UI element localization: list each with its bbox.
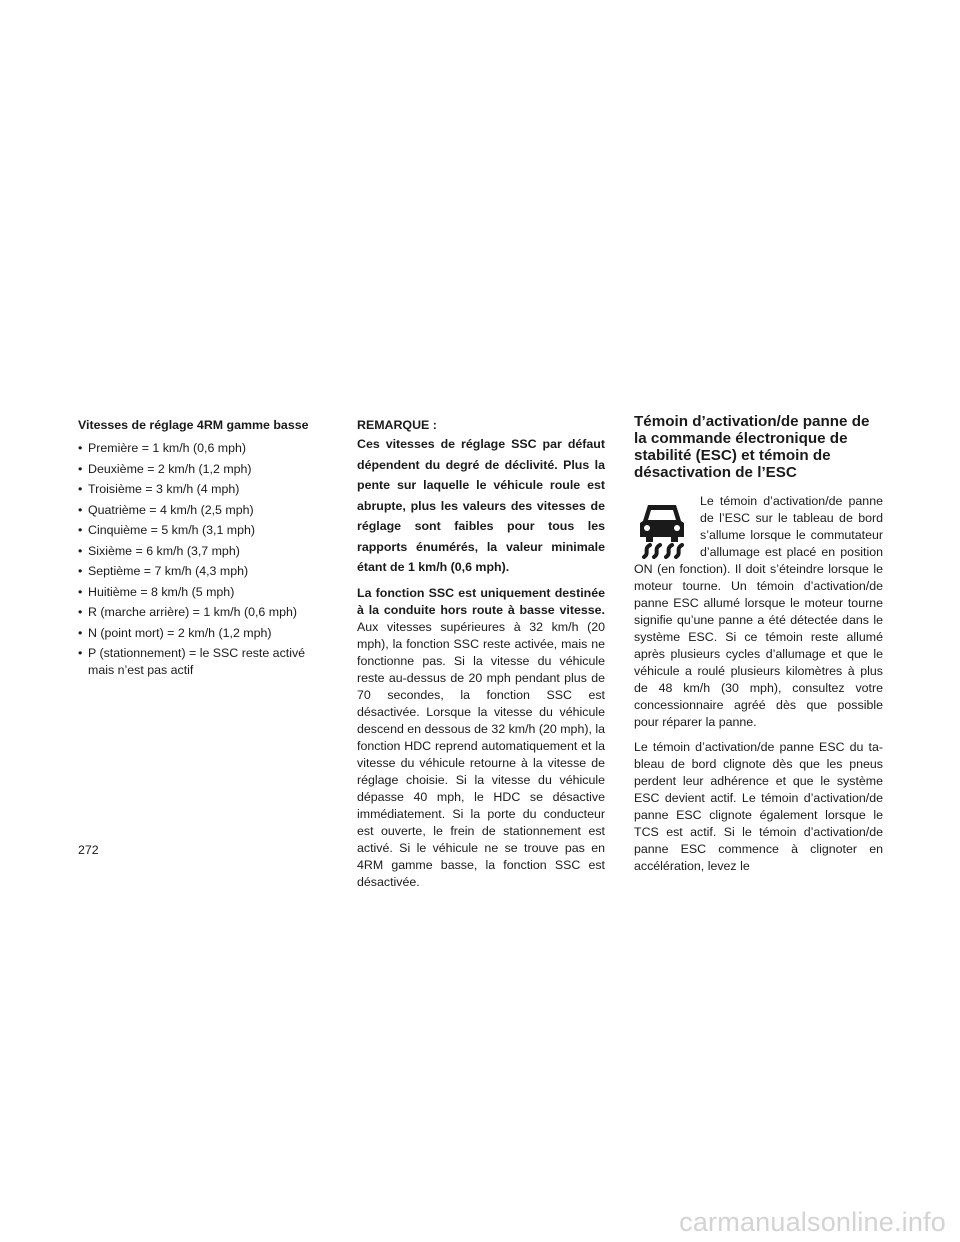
section-heading-low-range-speeds: Vitesses de réglage 4RM gamme basse [78, 418, 309, 432]
list-item: • N (point mort) = 2 km/h (1,2 mph) [78, 625, 330, 642]
esc-warning-icon [634, 497, 690, 559]
list-item: • Troisième = 3 km/h (4 mph) [78, 481, 330, 498]
list-item: • Cinquième = 5 km/h (3,1 mph) [78, 522, 330, 539]
esc-paragraph-1: Le témoin d’activation/de panne de l’ESC sur le tableau de bord s’allume lorsque le commutateur d’allumage est placé en position ON (en fonction). Il doit s’éteindre lorsque le moteur tourne. Un témoin d’activation/de panne ESC allumé lorsque le moteur tourne signifie qu’une panne a été détectée dans le système ESC. Si ce témoin reste allumé après plusieurs cycles d’allumage et que le véhicule a roulé plusieurs kilomètres à plus de 48 km/h (30 mph), consultez votre concessionnaire agréé dès que possible pour réparer la panne. [634, 494, 883, 729]
list-item: • Quatrième = 4 km/h (2,5 mph) [78, 502, 330, 519]
list-item: • Première = 1 km/h (0,6 mph) [78, 440, 330, 457]
watermark: carmanualsonline.info [679, 1207, 946, 1237]
list-item: • R (marche arrière) = 1 km/h (0,6 mph) [78, 604, 330, 621]
list-item: • Sixième = 6 km/h (3,7 mph) [78, 543, 330, 560]
column-middle [357, 417, 605, 899]
note-text: Ces vitesses de réglage SSC par défaut dépendent du degré de déclivité. Plus la pente sur laquelle le véhicule roule est abrupte, plus les valeurs des vitesses de réglage sont faibles pour tous les rapports énumérés, la valeur minimale étant de 1 km/h (0,6 mph). [357, 437, 605, 574]
speed-list [78, 440, 330, 679]
ssc-paragraph [357, 585, 605, 891]
list-item: • Septième = 7 km/h (4,3 mph) [78, 563, 330, 580]
ssc-paragraph-body: Aux vitesses supérieures à 32 km/h (20 mph), la fonction SSC reste activée, mais ne fonctionne pas. Si la vitesse du véhicule reste au-dessus de 20 mph pendant plus de 70 secondes, la fonction SSC est désactivée. Lorsque la vitesse du véhicule descend en dessous de 32 km/h (20 mph), la fonction HDC reprend automatiquement et la vitesse du véhicule retourne à la vitesse de réglage choisie. Si la vitesse du véhicule dépasse 40 mph, le HDC se désactive immédiatement. Si la porte du conducteur est ouverte, le frein de stationnement est activé. Si le véhicule ne se trouve pas en 4RM gamme basse, la fonction SSC est désactivée. [357, 619, 605, 889]
ssc-paragraph-lead: La fonction SSC est uniquement destinée à la conduite hors route à basse vitesse. [357, 585, 605, 617]
page-number: 272 [78, 843, 99, 857]
list-item: • Deuxième = 2 km/h (1,2 mph) [78, 461, 330, 478]
column-right [634, 413, 883, 883]
list-item: • Huitième = 8 km/h (5 mph) [78, 584, 330, 601]
list-item: • P (stationnement) = le SSC reste activé mais n’est pas actif [78, 645, 330, 679]
column-left [78, 417, 330, 683]
note-label: REMARQUE : [357, 418, 437, 432]
esc-paragraph-2: Le témoin d’activation/de panne ESC du tableau de bord clignote dès que les pneus perdent leur adhérence et que le système ESC devient actif. Le témoin d’activation/de panne ESC clignote également lorsque le TCS est actif. Si le témoin d’activation/de panne ESC commence à clignoter en accélération, levez le [634, 740, 883, 873]
section-title-esc: Témoin d’activation/de panne de la commande électronique de stabilité (ESC) et témoin de désactivation de l’ESC [634, 413, 870, 481]
